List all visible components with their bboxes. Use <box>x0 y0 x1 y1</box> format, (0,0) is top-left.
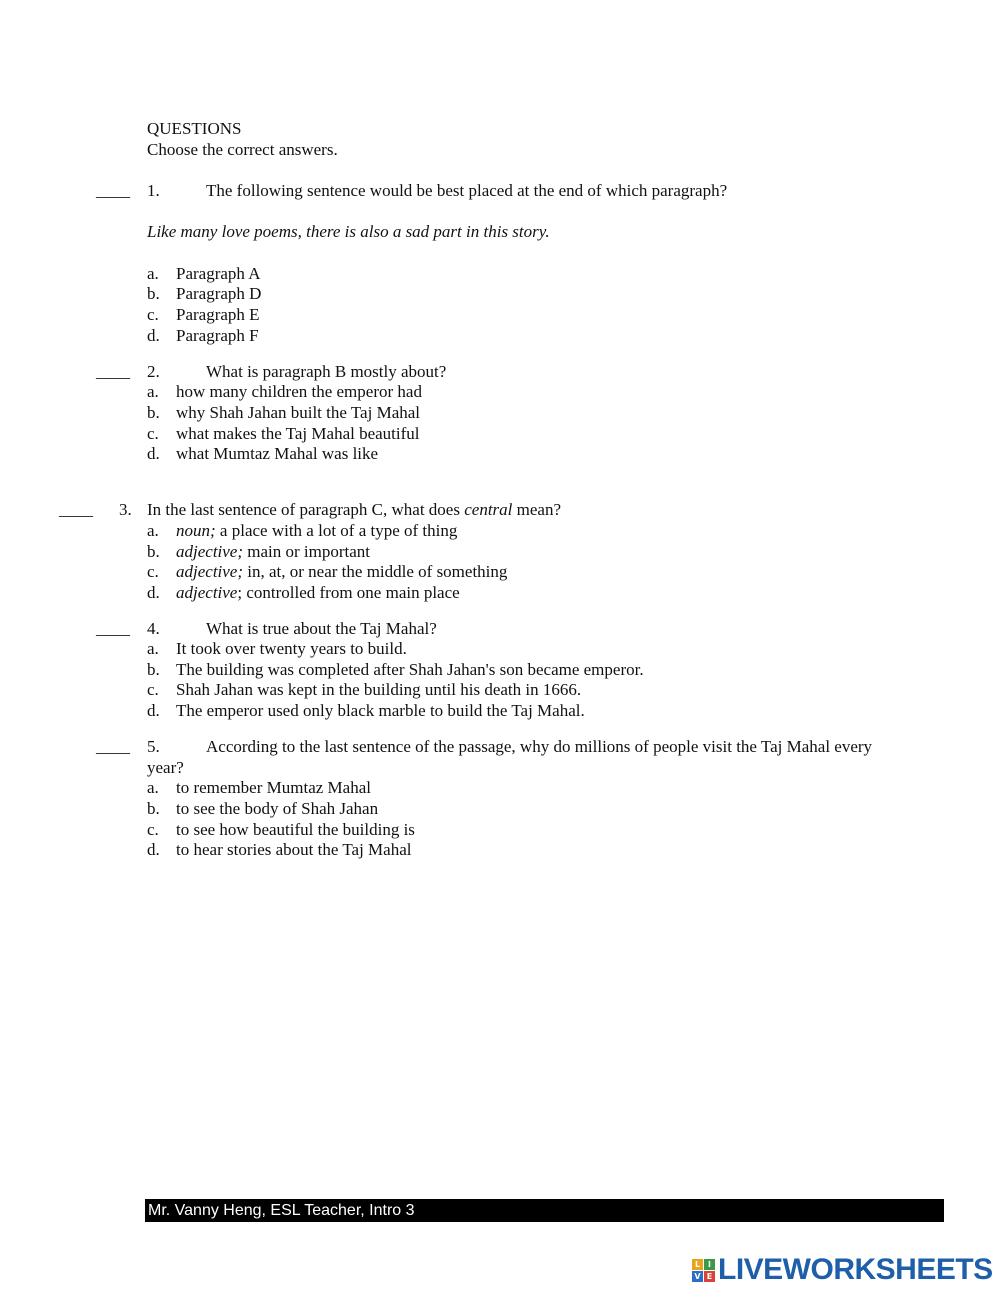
option-3d <box>147 583 460 603</box>
option-letter: d. <box>147 840 160 859</box>
option-letter: b. <box>147 799 160 818</box>
option-3c <box>147 562 507 582</box>
option-letter: a. <box>147 264 159 283</box>
question-text-5-cont: year? <box>147 758 184 777</box>
option-1a <box>147 264 261 284</box>
option-2b <box>147 403 420 423</box>
question-text-part: In the last sentence of paragraph C, what does <box>147 500 465 519</box>
option-text: to remember Mumtaz Mahal <box>176 778 371 797</box>
question-text-2: What is paragraph B mostly about? <box>206 362 447 381</box>
question-text-part: mean? <box>512 500 561 519</box>
liveworksheets-logo[interactable] <box>692 1254 993 1286</box>
option-letter: b. <box>147 403 160 422</box>
option-5d <box>147 840 412 860</box>
option-letter: c. <box>147 820 159 839</box>
option-letter: d. <box>147 701 160 720</box>
logo-block: L <box>692 1259 703 1270</box>
option-text: Paragraph F <box>176 326 259 345</box>
option-text: a place with a lot of a type of thing <box>215 521 458 540</box>
answer-blank-1[interactable]: ____ <box>96 181 130 200</box>
option-letter: a. <box>147 382 159 401</box>
footer-bar: Mr. Vanny Heng, ESL Teacher, Intro 3 <box>145 1199 944 1222</box>
option-text: Paragraph A <box>176 264 261 283</box>
option-pos: adjective; <box>176 562 244 581</box>
question-text-5: According to the last sentence of the passage, why do millions of people visit the Taj Mahal every <box>206 737 873 756</box>
option-4c <box>147 680 581 700</box>
question-text-3 <box>147 500 561 520</box>
option-2a <box>147 382 422 402</box>
option-5a <box>147 778 371 798</box>
option-text: how many children the emperor had <box>176 382 422 401</box>
logo-block: V <box>692 1271 703 1282</box>
option-text: why Shah Jahan built the Taj Mahal <box>176 403 421 422</box>
option-letter: a. <box>147 639 159 658</box>
option-2c <box>147 424 420 444</box>
quoted-sentence: Like many love poems, there is also a sad part in this story. <box>147 222 550 241</box>
option-4d <box>147 701 585 721</box>
option-letter: b. <box>147 660 160 679</box>
option-text: Shah Jahan was kept in the building until his death in 1666. <box>176 680 582 699</box>
answer-blank-5[interactable]: ____ <box>96 737 130 756</box>
answer-blank-2[interactable]: ____ <box>96 362 130 381</box>
option-letter: d. <box>147 444 160 463</box>
logo-blocks-icon <box>692 1259 715 1282</box>
option-letter: a. <box>147 778 159 797</box>
question-text-1: The following sentence would be best placed at the end of which paragraph? <box>206 181 728 200</box>
option-1c <box>147 305 260 325</box>
question-number-4: 4. <box>147 619 160 638</box>
option-text: Paragraph D <box>176 284 262 303</box>
question-number-5: 5. <box>147 737 160 756</box>
option-text: The building was completed after Shah Jahan's son became emperor. <box>176 660 644 679</box>
option-pos: adjective <box>176 583 238 602</box>
option-letter: d. <box>147 326 160 345</box>
logo-block: I <box>704 1259 715 1270</box>
option-4a <box>147 639 407 659</box>
option-text: to hear stories about the Taj Mahal <box>176 840 412 859</box>
answer-blank-3[interactable]: ____ <box>59 500 93 519</box>
option-letter: c. <box>147 305 159 324</box>
option-letter: d. <box>147 583 160 602</box>
option-2d <box>147 444 378 464</box>
option-text: what Mumtaz Mahal was like <box>176 444 379 463</box>
option-1b <box>147 284 261 304</box>
option-text: to see the body of Shah Jahan <box>176 799 379 818</box>
question-number-3: 3. <box>119 500 132 519</box>
option-text: ; controlled from one main place <box>237 583 460 602</box>
option-1d <box>147 326 259 346</box>
question-keyword: central <box>464 500 513 519</box>
option-text: main or important <box>243 542 371 561</box>
option-letter: b. <box>147 542 160 561</box>
logo-block: E <box>704 1271 715 1282</box>
option-letter: a. <box>147 521 159 540</box>
page-title: QUESTIONS <box>147 119 242 138</box>
option-text: in, at, or near the middle of something <box>243 562 508 581</box>
option-pos: noun; <box>176 521 216 540</box>
instructions: Choose the correct answers. <box>147 140 338 159</box>
option-5b <box>147 799 378 819</box>
logo-text: LIVEWORKSHEETS <box>718 1253 993 1286</box>
option-letter: c. <box>147 680 159 699</box>
option-letter: c. <box>147 424 159 443</box>
option-text: what makes the Taj Mahal beautiful <box>176 424 420 443</box>
question-number-2: 2. <box>147 362 160 381</box>
option-pos: adjective; <box>176 542 244 561</box>
option-3b <box>147 542 370 562</box>
option-text: It took over twenty years to build. <box>176 639 407 658</box>
answer-blank-4[interactable]: ____ <box>96 619 130 638</box>
option-text: to see how beautiful the building is <box>176 820 415 839</box>
option-text: Paragraph E <box>176 305 260 324</box>
option-letter: c. <box>147 562 159 581</box>
question-number-1: 1. <box>147 181 160 200</box>
option-text: The emperor used only black marble to build the Taj Mahal. <box>176 701 585 720</box>
option-5c <box>147 820 415 840</box>
option-letter: b. <box>147 284 160 303</box>
option-4b <box>147 660 644 680</box>
option-3a <box>147 521 457 541</box>
question-text-4: What is true about the Taj Mahal? <box>206 619 437 638</box>
